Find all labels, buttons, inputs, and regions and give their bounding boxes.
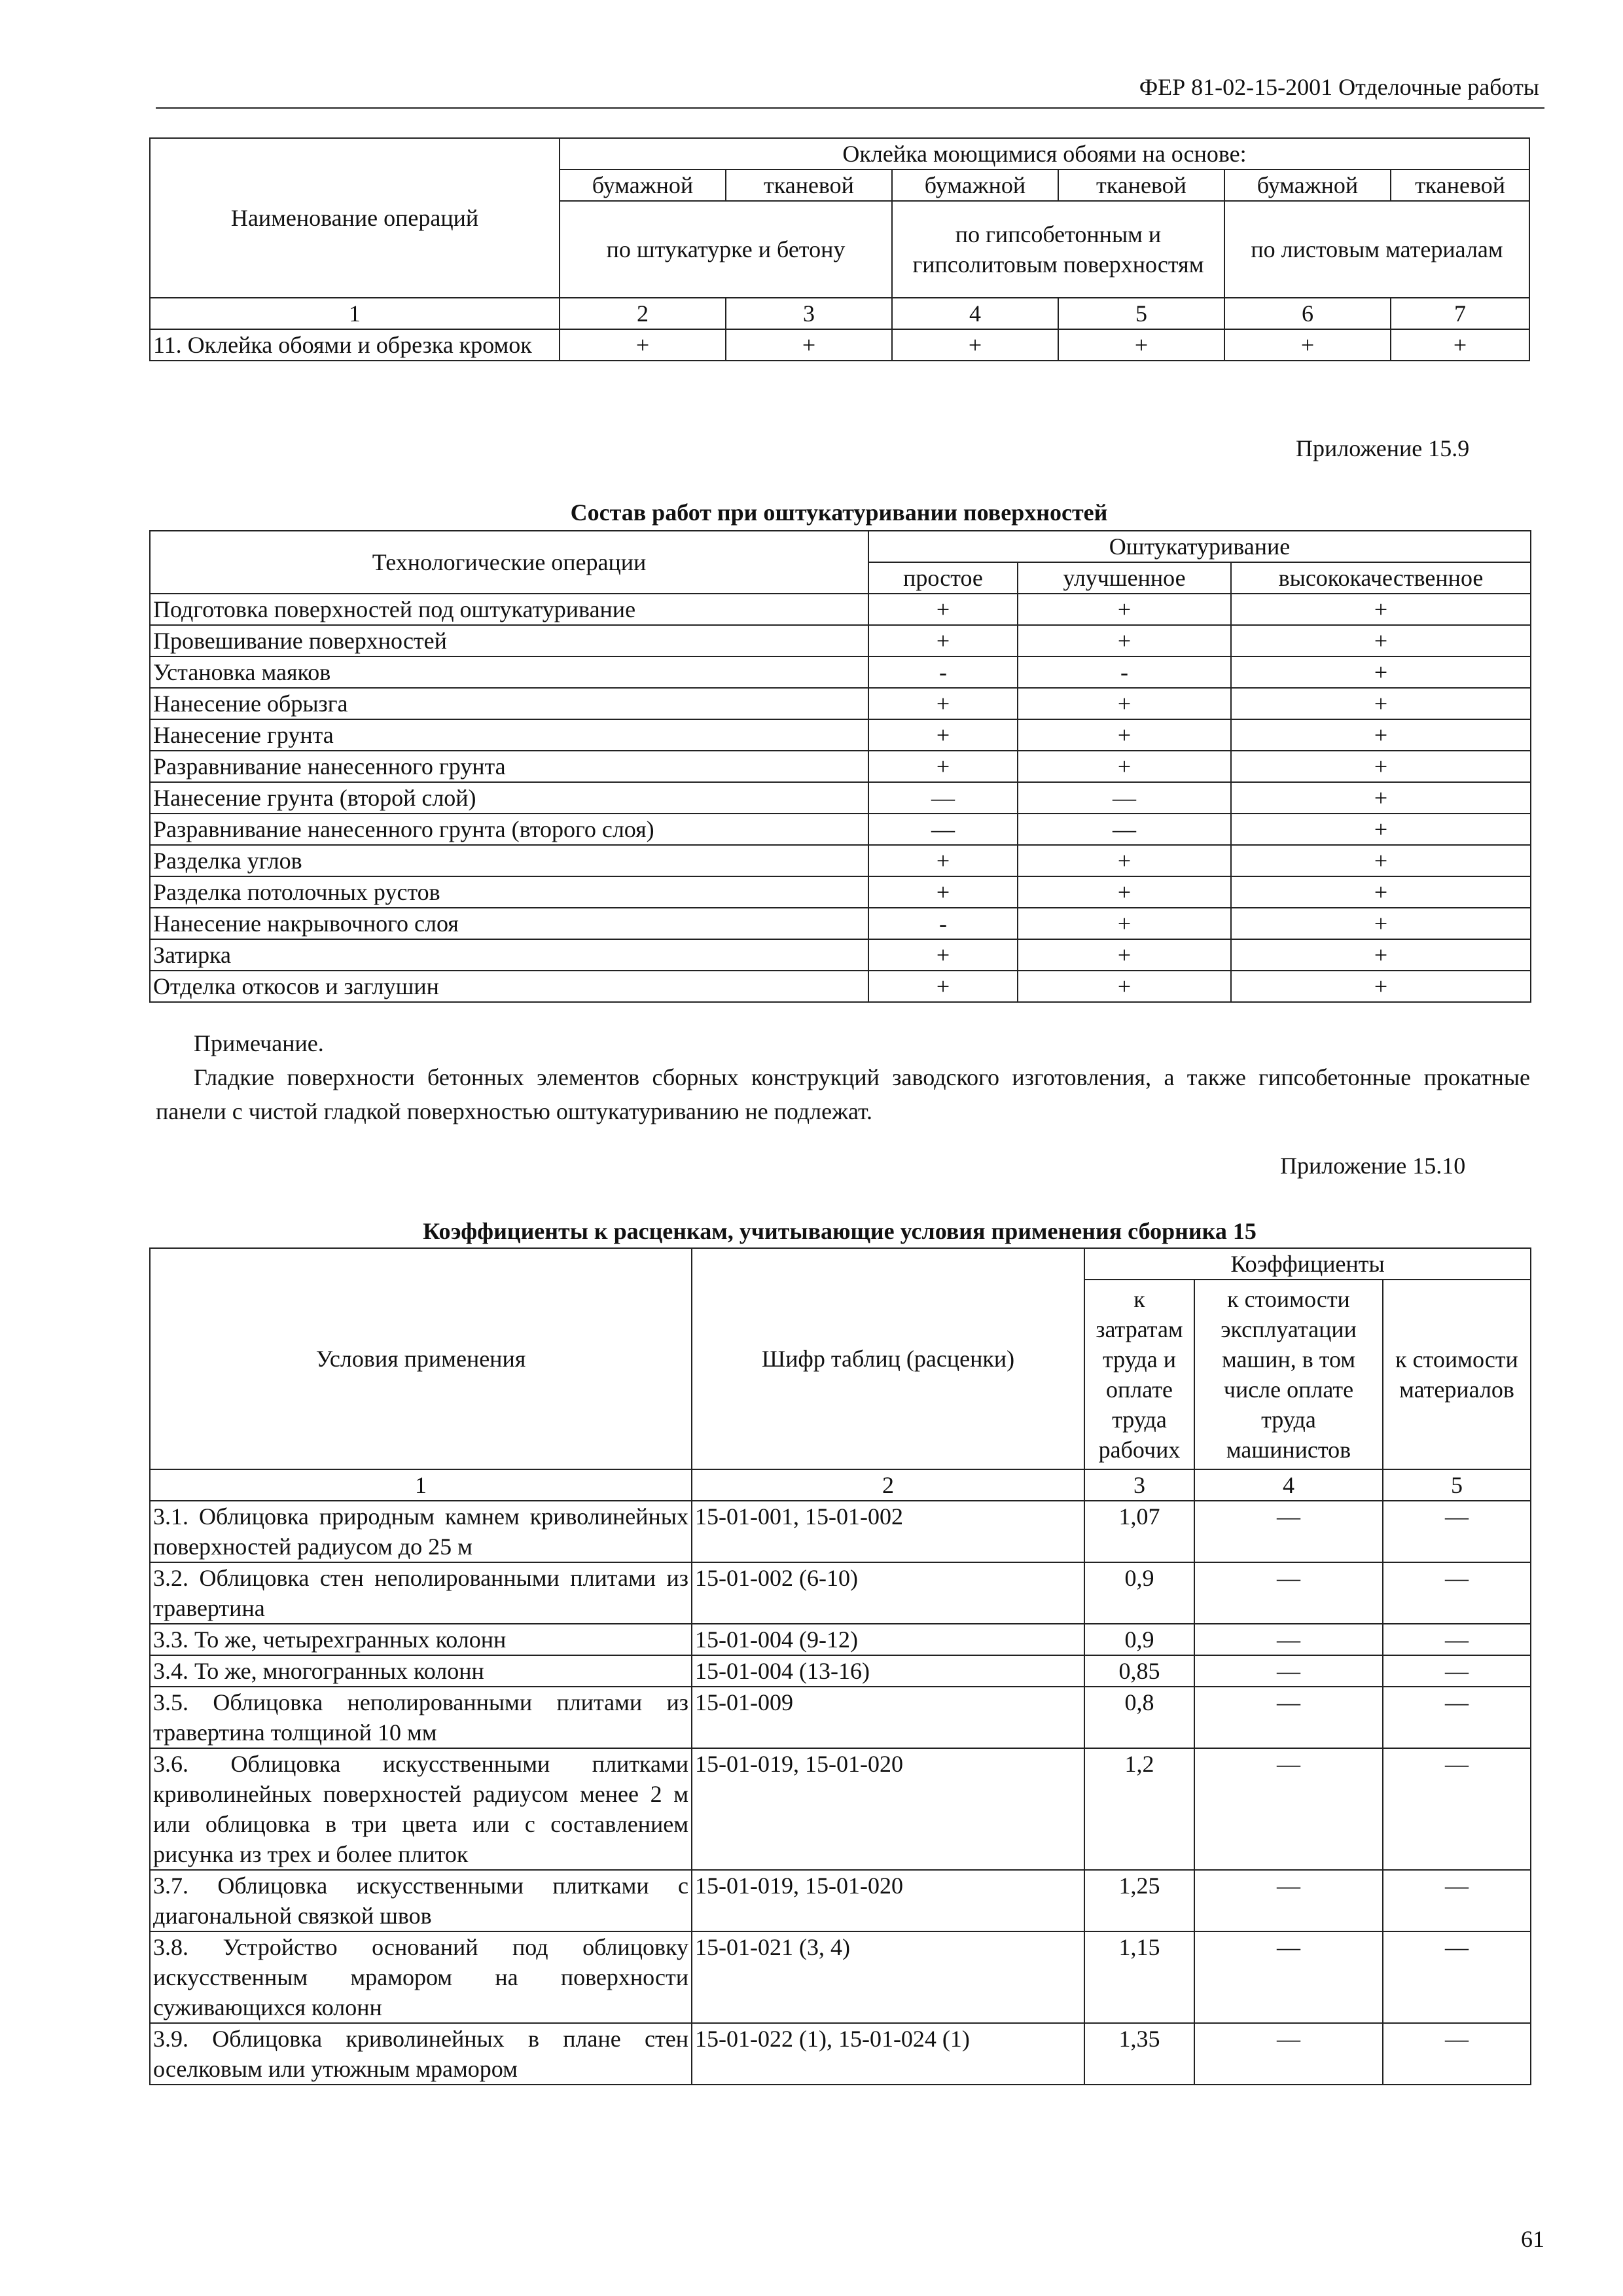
machine-coef-cell: — [1194,1655,1383,1687]
mark-cell: + [1231,845,1531,876]
operation-name: 11. Оклейка обоями и обрезка кромок [150,329,560,361]
appendix-15-9-label: Приложение 15.9 [1296,435,1470,461]
plastering-works-table [149,530,1531,1003]
operation-name: Установка маяков [150,656,868,688]
operation-name: Подготовка поверхностей под оштукатуривание [150,594,868,625]
mark-cell: + [868,939,1018,971]
operation-name: Нанесение грунта (второй слой) [150,782,868,814]
coefficients-table [149,1247,1531,2085]
mark-cell: — [1018,814,1231,845]
appendix-15-10-label: Приложение 15.10 [1280,1153,1466,1179]
mark-cell: + [1058,329,1224,361]
table3-col-number: 2 [692,1469,1084,1501]
table-row [150,845,1531,876]
mark-cell: + [1018,688,1231,719]
labor-coef-cell: 1,2 [1084,1748,1194,1870]
condition-cell: 3.9. Облицовка криволинейных в плане стен оселковым или утюжным мрамором [150,2023,692,2085]
labor-coef-cell: 1,25 [1084,1870,1194,1931]
condition-cell: 3.2. Облицовка стен неполированными плитами из травертина [150,1562,692,1624]
material-coef-cell: — [1383,1562,1531,1624]
mark-cell: - [868,656,1018,688]
code-cell: 15-01-019, 15-01-020 [692,1748,1084,1870]
table2-subheader: простое [868,562,1018,594]
table3-subheader-machines: к стоимости эксплуатации машин, в том числе оплате труда машинистов [1194,1280,1383,1469]
table3-col-number: 3 [1084,1469,1194,1501]
table3-col-number: 1 [150,1469,692,1501]
table-row [150,1748,1531,1870]
labor-coef-cell: 0,9 [1084,1562,1194,1624]
table-row [150,1501,1531,1562]
table1-col-number: 6 [1224,298,1391,329]
table3-subheader-labor: к затратам труда и оплате труда рабочих [1084,1280,1194,1469]
mark-cell: + [1018,939,1231,971]
material-coef-cell: — [1383,1655,1531,1687]
table-row [150,1624,1531,1655]
table2-title: Состав работ при оштукатуривании поверхностей [570,499,1108,526]
mark-cell: + [1391,329,1529,361]
table1-col-number: 2 [560,298,726,329]
mark-cell: + [1231,876,1531,908]
operation-name: Нанесение обрызга [150,688,868,719]
operation-name: Затирка [150,939,868,971]
mark-cell: + [1018,845,1231,876]
table1-material: тканевой [1058,170,1224,201]
mark-cell: + [560,329,726,361]
mark-cell: + [868,971,1018,1002]
table-row [150,2023,1531,2085]
table1-material: бумажной [892,170,1058,201]
mark-cell: + [868,845,1018,876]
table-row [150,719,1531,751]
material-coef-cell: — [1383,1748,1531,1870]
page-number: 61 [1521,2226,1544,2252]
mark-cell: + [868,876,1018,908]
header-divider [156,107,1544,109]
machine-coef-cell: — [1194,1562,1383,1624]
table-row [150,876,1531,908]
machine-coef-cell: — [1194,1501,1383,1562]
mark-cell: + [1018,971,1231,1002]
mark-cell: + [1018,719,1231,751]
table1-material: бумажной [560,170,726,201]
mark-cell: + [1231,814,1531,845]
condition-cell: 3.7. Облицовка искусственными плитками с диагональной связкой швов [150,1870,692,1931]
table1-col-number: 3 [726,298,892,329]
operation-name: Разделка потолочных рустов [150,876,868,908]
code-cell: 15-01-021 (3, 4) [692,1931,1084,2023]
mark-cell: — [868,814,1018,845]
machine-coef-cell: — [1194,1687,1383,1748]
mark-cell: + [1231,656,1531,688]
table-row [150,625,1531,656]
document-header: ФЕР 81-02-15-2001 Отделочные работы [1139,74,1539,100]
table3-col-number: 5 [1383,1469,1531,1501]
table-row [150,1870,1531,1931]
operation-name: Разравнивание нанесенного грунта (второго слоя) [150,814,868,845]
wallpaper-operations-table [149,137,1530,361]
mark-cell: + [892,329,1058,361]
code-cell: 15-01-022 (1), 15-01-024 (1) [692,2023,1084,2085]
table1-group-header: Оклейка моющимися обоями на основе: [560,138,1529,170]
table-row [150,782,1531,814]
condition-cell: 3.1. Облицовка природным камнем криволинейных поверхностей радиусом до 25 м [150,1501,692,1562]
table-row [150,329,1529,361]
mark-cell: — [868,782,1018,814]
labor-coef-cell: 1,15 [1084,1931,1194,2023]
table2-col1-header: Технологические операции [150,531,868,594]
mark-cell: + [868,719,1018,751]
mark-cell: + [726,329,892,361]
operation-name: Разделка углов [150,845,868,876]
table3-col-number: 4 [1194,1469,1383,1501]
mark-cell: + [1231,782,1531,814]
mark-cell: + [868,625,1018,656]
table1-material: бумажной [1224,170,1391,201]
table1-col-number: 4 [892,298,1058,329]
mark-cell: + [1018,908,1231,939]
operation-name: Разравнивание нанесенного грунта [150,751,868,782]
machine-coef-cell: — [1194,2023,1383,2085]
table-row [150,908,1531,939]
table3-subheader-materials: к стоимости материалов [1383,1280,1531,1469]
code-cell: 15-01-002 (6-10) [692,1562,1084,1624]
table1-col1-header: Наименование операций [150,138,560,298]
table3-col1-header: Условия применения [150,1248,692,1469]
mark-cell: - [868,908,1018,939]
condition-cell: 3.3. То же, четырехгранных колонн [150,1624,692,1655]
table2-group-header: Оштукатуривание [868,531,1531,562]
mark-cell: + [1231,971,1531,1002]
material-coef-cell: — [1383,2023,1531,2085]
table-row [150,1931,1531,2023]
material-coef-cell: — [1383,1501,1531,1562]
table1-base: по листовым материалам [1224,201,1529,298]
mark-cell: + [1231,719,1531,751]
table1-base: по гипсобетонным и гипсолитовым поверхностям [892,201,1224,298]
mark-cell: + [1224,329,1391,361]
material-coef-cell: — [1383,1870,1531,1931]
labor-coef-cell: 1,35 [1084,2023,1194,2085]
labor-coef-cell: 0,9 [1084,1624,1194,1655]
mark-cell: + [868,751,1018,782]
labor-coef-cell: 0,8 [1084,1687,1194,1748]
mark-cell: + [1018,594,1231,625]
table-row [150,594,1531,625]
material-coef-cell: — [1383,1931,1531,2023]
table2-subheader: улучшенное [1018,562,1231,594]
condition-cell: 3.6. Облицовка искусственными плитками криволинейных поверхностей радиусом менее 2 м или облицовка в три цвета или с составлением рисунка из трех и более плиток [150,1748,692,1870]
code-cell: 15-01-019, 15-01-020 [692,1870,1084,1931]
mark-cell: + [1231,625,1531,656]
table3-col2-header: Шифр таблиц (расценки) [692,1248,1084,1469]
table-row [150,751,1531,782]
table1-material: тканевой [726,170,892,201]
mark-cell: + [868,688,1018,719]
code-cell: 15-01-001, 15-01-002 [692,1501,1084,1562]
material-coef-cell: — [1383,1624,1531,1655]
code-cell: 15-01-004 (9-12) [692,1624,1084,1655]
mark-cell: + [1018,876,1231,908]
table-row [150,1562,1531,1624]
condition-cell: 3.8. Устройство оснований под облицовку искусственным мрамором на поверхности суживающихся колонн [150,1931,692,2023]
machine-coef-cell: — [1194,1870,1383,1931]
condition-cell: 3.5. Облицовка неполированными плитами из травертина толщиной 10 мм [150,1687,692,1748]
operation-name: Отделка откосов и заглушин [150,971,868,1002]
machine-coef-cell: — [1194,1624,1383,1655]
mark-cell: + [1231,908,1531,939]
mark-cell: + [1231,751,1531,782]
table2-note-title: Примечание. [194,1030,324,1056]
table-row [150,814,1531,845]
mark-cell: + [1018,751,1231,782]
material-coef-cell: — [1383,1687,1531,1748]
table2-note-text: Гладкие поверхности бетонных элементов сборных конструкций заводского изготовления, а также гипсобетонные прокатные панели с чистой гладкой поверхностью оштукатуриванию не подлежат. [156,1064,1530,1124]
mark-cell: — [1018,782,1231,814]
code-cell: 15-01-004 (13-16) [692,1655,1084,1687]
labor-coef-cell: 0,85 [1084,1655,1194,1687]
table1-col-number: 5 [1058,298,1224,329]
table1-base: по штукатурке и бетону [560,201,892,298]
mark-cell: + [1231,688,1531,719]
mark-cell: + [1231,594,1531,625]
table2-subheader: высококачественное [1231,562,1531,594]
labor-coef-cell: 1,07 [1084,1501,1194,1562]
table-row [150,971,1531,1002]
mark-cell: + [868,594,1018,625]
operation-name: Провешивание поверхностей [150,625,868,656]
machine-coef-cell: — [1194,1931,1383,2023]
table1-material: тканевой [1391,170,1529,201]
condition-cell: 3.4. То же, многогранных колонн [150,1655,692,1687]
table3-title: Коэффициенты к расценкам, учитывающие условия применения сборника 15 [423,1218,1257,1244]
code-cell: 15-01-009 [692,1687,1084,1748]
mark-cell: + [1018,625,1231,656]
mark-cell: + [1231,939,1531,971]
table-row [150,656,1531,688]
machine-coef-cell: — [1194,1748,1383,1870]
table1-col-number: 7 [1391,298,1529,329]
mark-cell: - [1018,656,1231,688]
table-row [150,688,1531,719]
table-row [150,1655,1531,1687]
table-row [150,939,1531,971]
table3-group-header: Коэффициенты [1084,1248,1531,1280]
operation-name: Нанесение грунта [150,719,868,751]
operation-name: Нанесение накрывочного слоя [150,908,868,939]
table1-col-number: 1 [150,298,560,329]
table-row [150,1687,1531,1748]
